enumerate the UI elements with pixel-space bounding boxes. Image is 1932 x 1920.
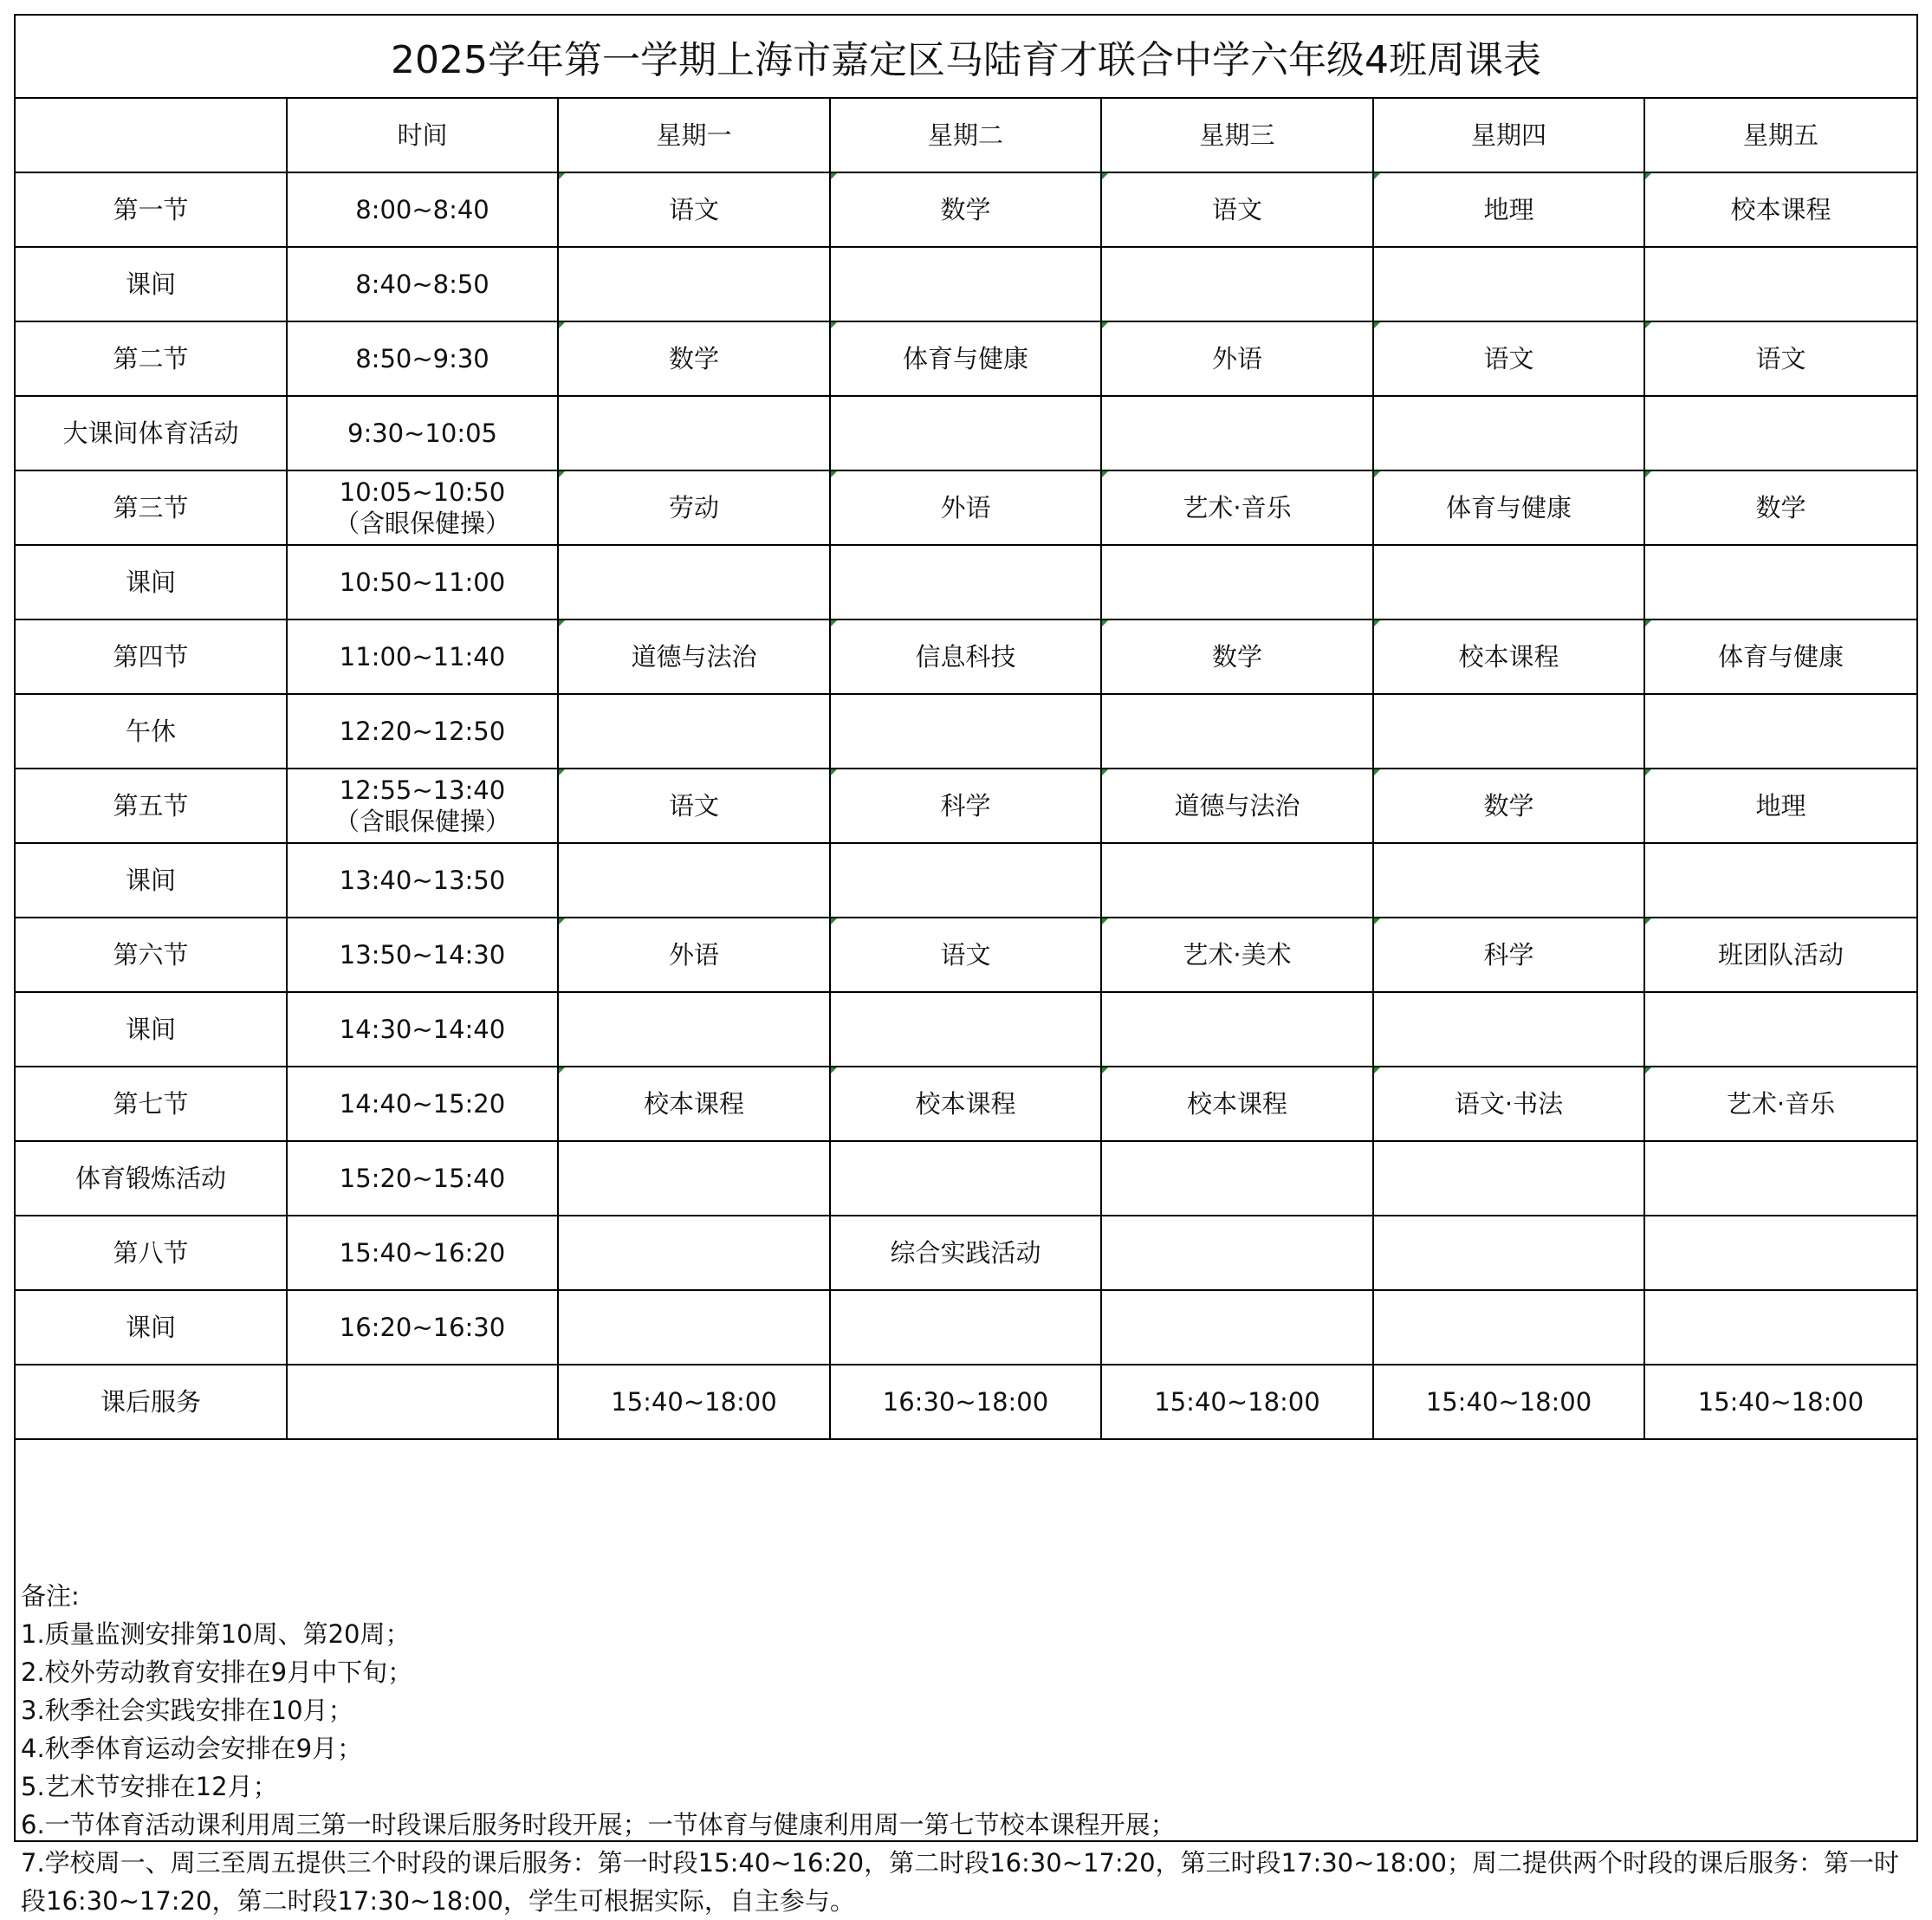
time-note: （含眼保健操）	[334, 807, 510, 836]
schedule-cell	[1644, 1141, 1916, 1216]
schedule-cell: 外语	[830, 470, 1101, 545]
time-range: 15:40~16:20	[339, 1237, 506, 1268]
schedule-cell	[830, 694, 1101, 769]
period-label: 课间	[16, 1290, 287, 1365]
header-weekday: 星期三	[1101, 99, 1373, 172]
schedule-cell: 数学	[1644, 470, 1916, 545]
schedule-cell: 校本课程	[1101, 1067, 1373, 1141]
schedule-cell: 校本课程	[1644, 172, 1916, 247]
time-range: 14:40~15:20	[339, 1088, 506, 1119]
schedule-cell: 体育与健康	[1373, 470, 1644, 545]
schedule-cell	[558, 1290, 830, 1365]
schedule-cell	[1644, 545, 1916, 619]
schedule-cell	[830, 843, 1101, 918]
schedule-cell: 地理	[1644, 769, 1916, 843]
period-time	[287, 1290, 558, 1365]
period-time	[287, 843, 558, 918]
schedule-cell	[558, 694, 830, 769]
table-row	[16, 1365, 1916, 1439]
note-item: 5.艺术节安排在12月；	[21, 1772, 278, 1801]
table-row	[16, 470, 1916, 545]
note-item: 6.一节体育活动课利用周三第一时段课后服务时段开展；一节体育与健康利用周一第七节校本课程开展；	[21, 1810, 1176, 1839]
period-label: 课间	[16, 843, 287, 918]
schedule-cell	[830, 1290, 1101, 1365]
header-row	[16, 99, 1916, 172]
schedule-cell: 体育与健康	[830, 321, 1101, 396]
schedule-cell	[1373, 1290, 1644, 1365]
schedule-cell	[1101, 545, 1373, 619]
page-title: 2025学年第一学期上海市嘉定区马陆育才联合中学六年级4班周课表	[16, 16, 1916, 99]
timetable-sheet	[14, 14, 1918, 1916]
schedule-cell: 道德与法治	[1101, 769, 1373, 843]
schedule-cell	[1373, 1216, 1644, 1290]
header-weekday: 星期四	[1373, 99, 1644, 172]
schedule-cell	[830, 396, 1101, 470]
period-time	[287, 694, 558, 769]
schedule-cell	[1101, 992, 1373, 1067]
schedule-cell: 科学	[830, 769, 1101, 843]
table-row	[16, 321, 1916, 396]
table-row	[16, 1141, 1916, 1216]
period-label: 课间	[16, 992, 287, 1067]
schedule-cell	[830, 247, 1101, 321]
schedule-cell: 艺术·美术	[1101, 918, 1373, 992]
schedule-cell: 校本课程	[558, 1067, 830, 1141]
schedule-cell: 艺术·音乐	[1101, 470, 1373, 545]
period-time	[287, 992, 558, 1067]
period-time	[287, 1216, 558, 1290]
schedule-cell: 语文	[1373, 321, 1644, 396]
schedule-cell: 外语	[558, 918, 830, 992]
notes-heading: 备注:	[21, 1581, 80, 1611]
schedule-cell	[1644, 1290, 1916, 1365]
schedule-cell: 语文	[1644, 321, 1916, 396]
period-label: 大课间体育活动	[16, 396, 287, 470]
schedule-cell	[1373, 694, 1644, 769]
period-label: 第七节	[16, 1067, 287, 1141]
period-time	[287, 619, 558, 694]
header-weekday: 星期二	[830, 99, 1101, 172]
note-item: 4.秋季体育运动会安排在9月；	[21, 1734, 363, 1763]
schedule-cell	[558, 247, 830, 321]
time-range: 8:50~9:30	[355, 343, 489, 373]
period-time	[287, 918, 558, 992]
schedule-cell	[558, 1216, 830, 1290]
table-row	[16, 1067, 1916, 1141]
schedule-cell: 地理	[1373, 172, 1644, 247]
schedule-cell	[1373, 843, 1644, 918]
time-range: 13:50~14:30	[339, 939, 506, 970]
schedule-cell	[1644, 992, 1916, 1067]
schedule-cell: 体育与健康	[1644, 619, 1916, 694]
period-time	[287, 396, 558, 470]
period-label: 第六节	[16, 918, 287, 992]
schedule-cell	[558, 1141, 830, 1216]
period-time	[287, 172, 558, 247]
schedule-cell	[1101, 1141, 1373, 1216]
schedule-cell: 15:40~18:00	[1373, 1365, 1644, 1439]
period-label: 第四节	[16, 619, 287, 694]
time-range: 14:30~14:40	[339, 1014, 506, 1044]
period-label: 午休	[16, 694, 287, 769]
time-range: 16:20~16:30	[339, 1312, 506, 1342]
header-weekday: 星期五	[1644, 99, 1916, 172]
schedule-cell: 校本课程	[1373, 619, 1644, 694]
table-row	[16, 769, 1916, 843]
period-time	[287, 470, 558, 545]
header-weekday: 星期一	[558, 99, 830, 172]
schedule-cell	[558, 992, 830, 1067]
time-range: 12:20~12:50	[339, 716, 506, 746]
time-range: 11:00~11:40	[339, 641, 506, 671]
time-note: （含眼保健操）	[334, 509, 510, 538]
schedule-cell	[1644, 1216, 1916, 1290]
schedule-cell: 班团队活动	[1644, 918, 1916, 992]
table-row	[16, 247, 1916, 321]
note-item: 7.学校周一、周三至周五提供三个时段的课后服务：第一时段15:40~16:20，第二时段16:30~17:20，第三时段17:30~18:00；周二提供两个时段的课后服务：第一时段16:30~17:20，第二时段17:30~18:00，学生可根据实际，自主参与。	[21, 1848, 1900, 1916]
schedule-cell: 外语	[1101, 321, 1373, 396]
period-label: 第三节	[16, 470, 287, 545]
table-row	[16, 992, 1916, 1067]
schedule-cell: 16:30~18:00	[830, 1365, 1101, 1439]
period-time	[287, 1067, 558, 1141]
schedule-cell: 道德与法治	[558, 619, 830, 694]
header-corner	[16, 99, 287, 172]
schedule-cell	[1101, 843, 1373, 918]
schedule-cell	[1373, 1141, 1644, 1216]
schedule-cell	[830, 1141, 1101, 1216]
period-label: 课间	[16, 545, 287, 619]
period-label: 课间	[16, 247, 287, 321]
table-row	[16, 694, 1916, 769]
table-row	[16, 545, 1916, 619]
header-time: 时间	[287, 99, 558, 172]
schedule-cell	[1644, 247, 1916, 321]
period-label: 课后服务	[16, 1365, 287, 1439]
period-time	[287, 321, 558, 396]
schedule-cell: 语文	[1101, 172, 1373, 247]
schedule-cell	[558, 545, 830, 619]
table-row	[16, 396, 1916, 470]
schedule-cell	[1101, 247, 1373, 321]
table-row	[16, 843, 1916, 918]
timetable-grid	[16, 99, 1916, 1440]
schedule-cell: 语文	[830, 918, 1101, 992]
schedule-cell	[1373, 247, 1644, 321]
table-row	[16, 1290, 1916, 1365]
schedule-cell: 综合实践活动	[830, 1216, 1101, 1290]
period-time	[287, 247, 558, 321]
schedule-cell: 数学	[1373, 769, 1644, 843]
schedule-cell: 数学	[830, 172, 1101, 247]
schedule-cell	[1373, 545, 1644, 619]
period-label: 第八节	[16, 1216, 287, 1290]
period-label: 第五节	[16, 769, 287, 843]
schedule-cell: 15:40~18:00	[1101, 1365, 1373, 1439]
schedule-cell: 15:40~18:00	[558, 1365, 830, 1439]
notes-section	[16, 1570, 1916, 1920]
schedule-cell: 语文	[558, 769, 830, 843]
schedule-cell	[1101, 1216, 1373, 1290]
time-range: 10:50~11:00	[339, 567, 506, 597]
table-row	[16, 1216, 1916, 1290]
time-range: 13:40~13:50	[339, 865, 506, 895]
time-range: 10:05~10:50	[339, 477, 506, 507]
schedule-cell	[1101, 396, 1373, 470]
schedule-cell	[1644, 694, 1916, 769]
period-time	[287, 769, 558, 843]
note-item: 3.秋季社会实践安排在10月；	[21, 1696, 353, 1725]
schedule-cell: 语文·书法	[1373, 1067, 1644, 1141]
schedule-cell: 艺术·音乐	[1644, 1067, 1916, 1141]
note-item: 1.质量监测安排第10周、第20周；	[21, 1619, 411, 1649]
schedule-cell: 15:40~18:00	[1644, 1365, 1916, 1439]
schedule-cell: 数学	[1101, 619, 1373, 694]
schedule-cell	[558, 396, 830, 470]
note-item: 2.校外劳动教育安排在9月中下旬；	[21, 1657, 413, 1687]
schedule-cell	[830, 545, 1101, 619]
schedule-cell: 科学	[1373, 918, 1644, 992]
schedule-cell: 劳动	[558, 470, 830, 545]
schedule-cell: 校本课程	[830, 1067, 1101, 1141]
schedule-cell	[1373, 992, 1644, 1067]
table-row	[16, 918, 1916, 992]
period-label: 第一节	[16, 172, 287, 247]
time-range: 9:30~10:05	[347, 418, 497, 448]
time-range: 8:00~8:40	[355, 194, 489, 224]
schedule-cell	[1644, 396, 1916, 470]
schedule-cell	[830, 992, 1101, 1067]
schedule-cell	[1101, 694, 1373, 769]
schedule-cell	[558, 843, 830, 918]
schedule-cell	[1373, 396, 1644, 470]
period-label: 第二节	[16, 321, 287, 396]
period-label: 体育锻炼活动	[16, 1141, 287, 1216]
schedule-cell	[1644, 843, 1916, 918]
schedule-cell: 语文	[558, 172, 830, 247]
table-row	[16, 172, 1916, 247]
time-range: 15:20~15:40	[339, 1163, 506, 1193]
period-time	[287, 545, 558, 619]
time-range: 12:55~13:40	[339, 775, 506, 805]
time-range: 8:40~8:50	[355, 269, 489, 299]
schedule-cell: 信息科技	[830, 619, 1101, 694]
table-row	[16, 619, 1916, 694]
period-time	[287, 1365, 558, 1439]
schedule-cell	[1101, 1290, 1373, 1365]
schedule-cell: 数学	[558, 321, 830, 396]
period-time	[287, 1141, 558, 1216]
